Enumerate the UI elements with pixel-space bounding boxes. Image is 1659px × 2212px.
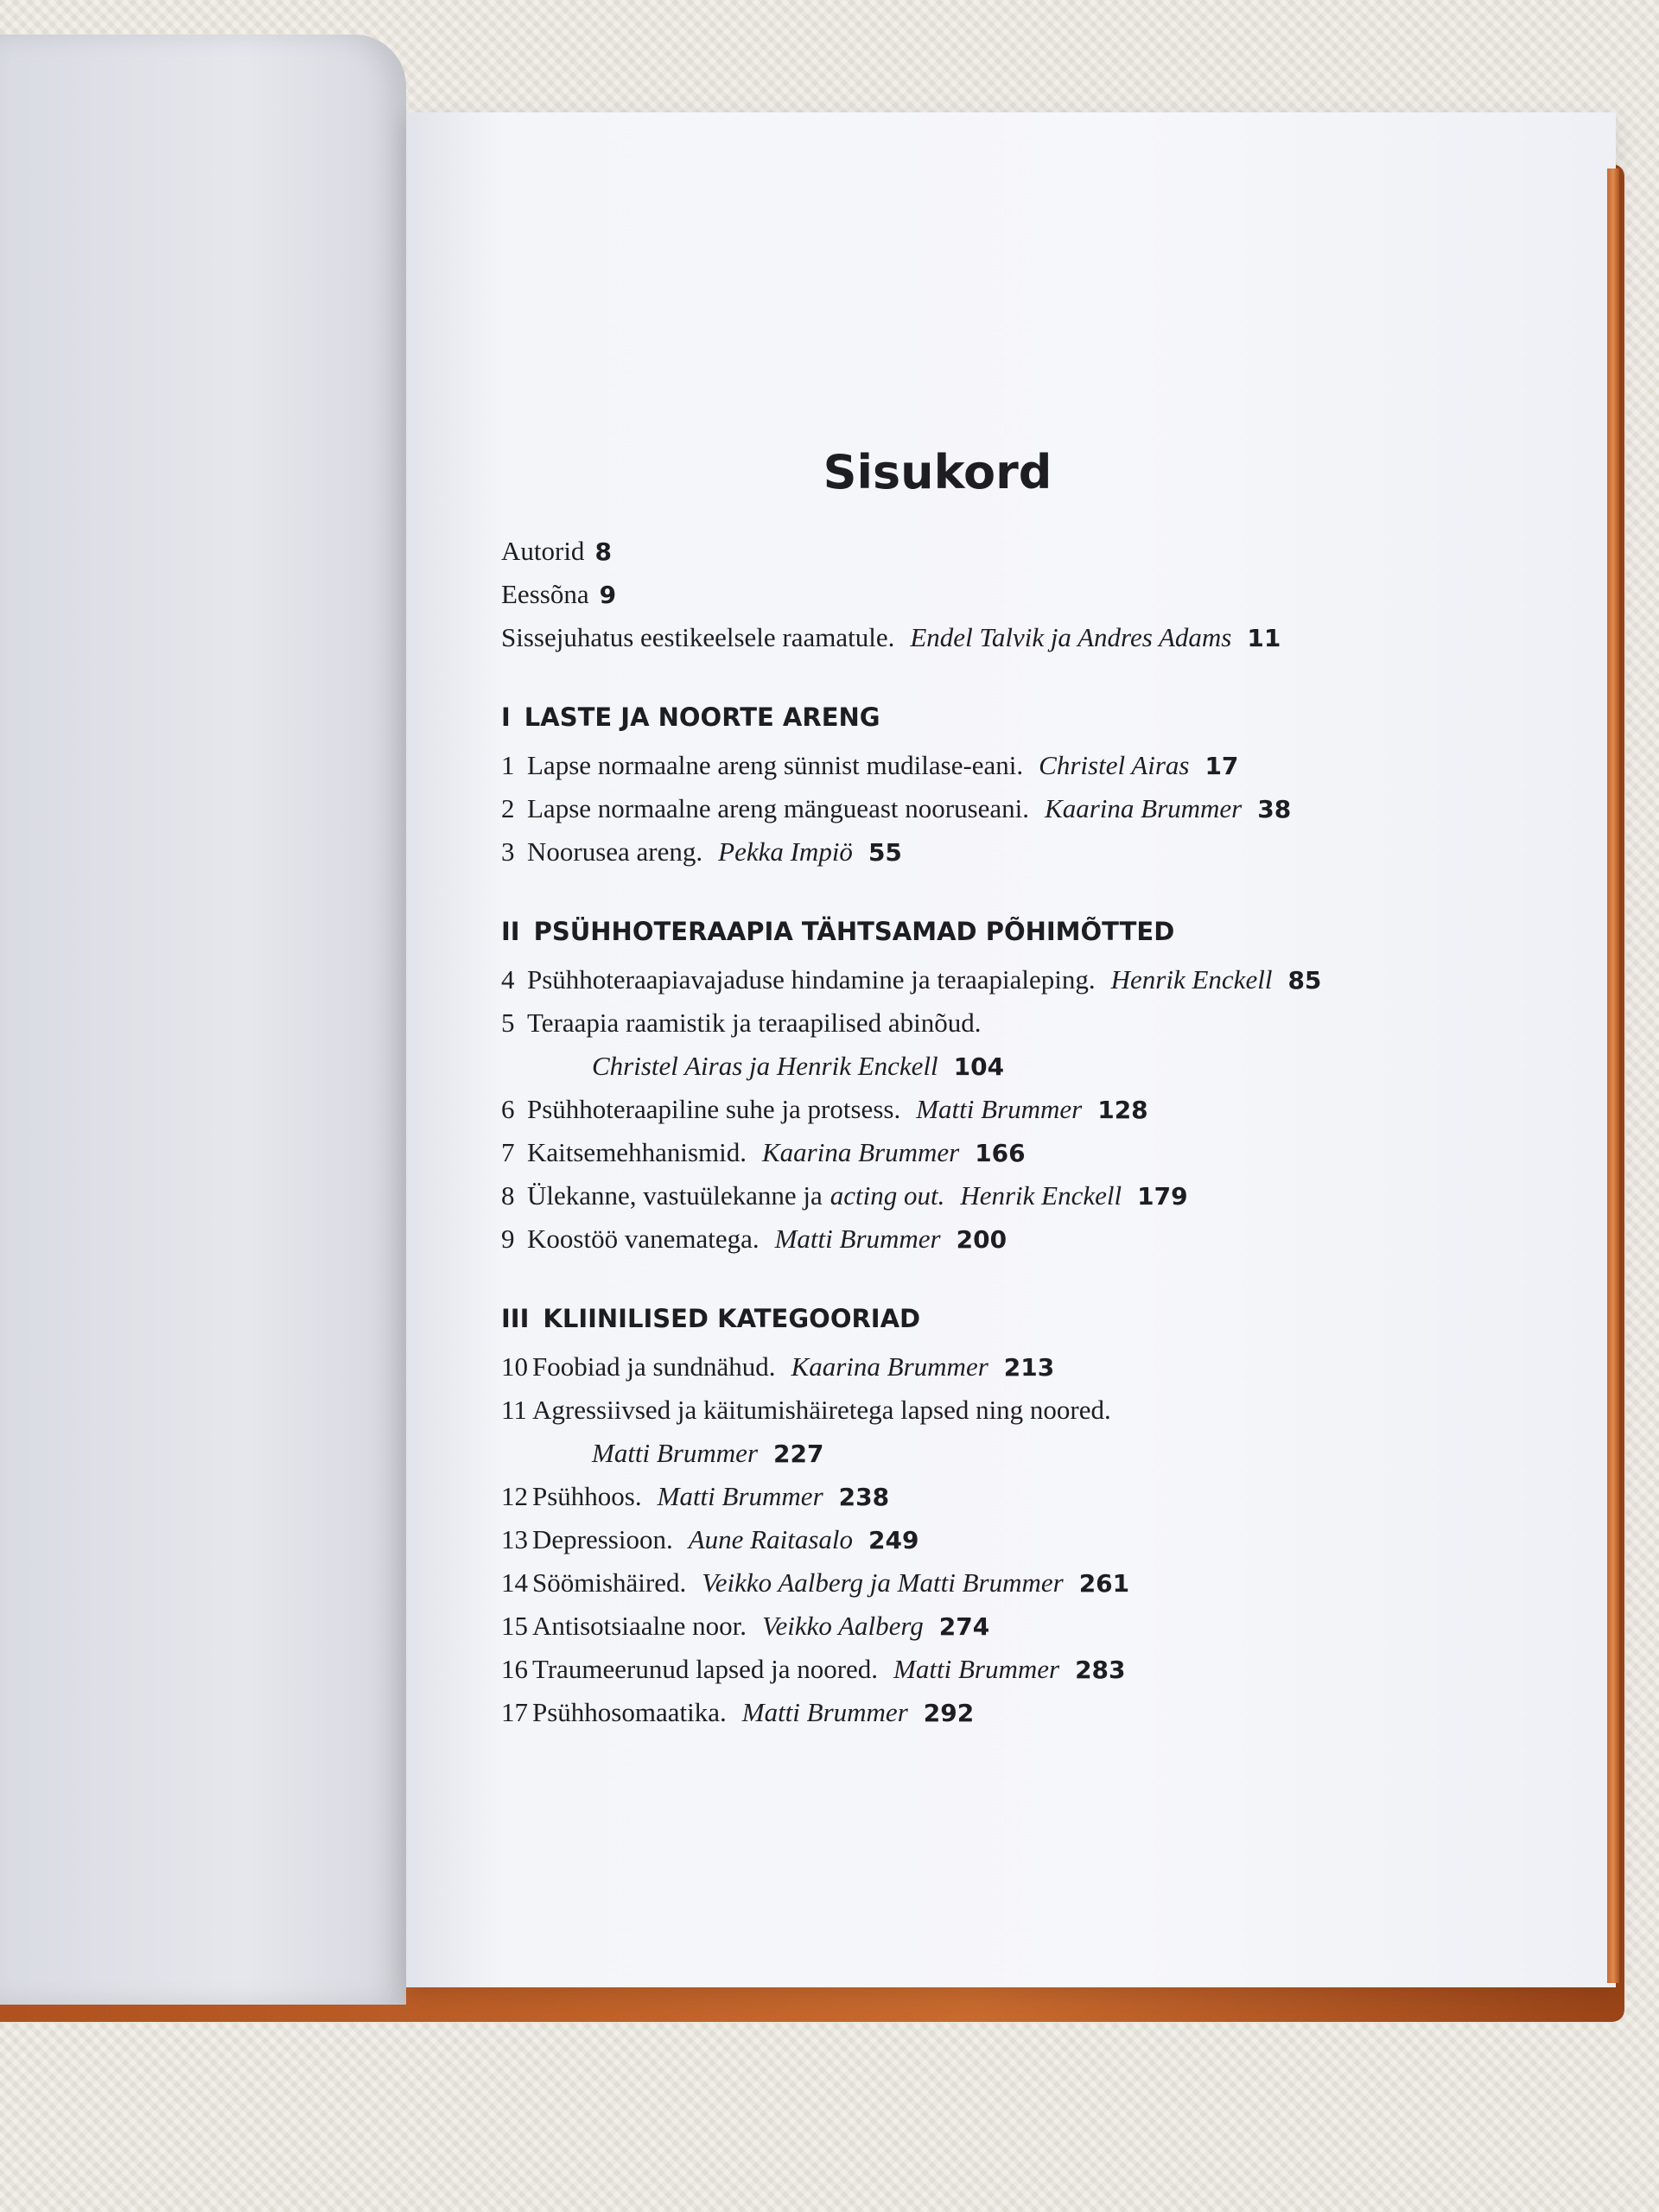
toc-entry [501, 1009, 1555, 1052]
toc-entry-autorid [501, 537, 1555, 581]
section-heading [501, 919, 1555, 966]
toc-entry [501, 1096, 1555, 1139]
page-title: Sisukord [823, 445, 1052, 499]
toc-entry [501, 1396, 1555, 1440]
entry-number: 6 [501, 1094, 515, 1124]
entry-author: Pekka Impiö [718, 836, 853, 867]
entry-text: Psühhoteraapiavajaduse hindamine ja teraapialeping. [527, 964, 1096, 995]
entry-author: Aune Raitasalo [688, 1524, 854, 1554]
entry-number: 16 [501, 1654, 528, 1684]
entry-page: 292 [923, 1699, 975, 1727]
entry-text: Traumeerunud lapsed ja noored. [532, 1654, 879, 1684]
entry-text: Autorid [501, 536, 585, 566]
entry-page: 8 [594, 537, 612, 566]
entry-author: Christel Airas [1039, 750, 1190, 780]
section-title: KLIINILISED KATEGOORIAD [543, 1304, 921, 1333]
section-numeral: II [501, 917, 520, 946]
toc-entry [501, 1569, 1555, 1612]
entry-text: Foobiad ja sundnähud. [532, 1351, 776, 1382]
toc-entry [501, 966, 1555, 1009]
entry-author: Matti Brummer [592, 1438, 759, 1468]
entry-text: Noorusea areng. [527, 836, 703, 867]
entry-number: 3 [501, 836, 515, 867]
entry-page: 227 [773, 1440, 824, 1468]
entry-page: 9 [599, 581, 617, 609]
entry-text: Psühhoteraapiline suhe ja protsess. [527, 1094, 901, 1124]
entry-number: 7 [501, 1137, 515, 1167]
entry-text: Psühhosomaatika. [532, 1697, 727, 1727]
entry-number: 14 [501, 1567, 528, 1598]
entry-page: 55 [868, 838, 902, 867]
entry-text: Psühhoos. [532, 1481, 642, 1511]
entry-number: 17 [501, 1697, 528, 1727]
toc-entry [501, 838, 1555, 881]
entry-author: Kaarina Brummer [1045, 793, 1243, 823]
entry-text: Söömishäired. [532, 1567, 687, 1598]
entry-number: 2 [501, 793, 515, 823]
entry-text: Lapse normaalne areng sünnist mudilase-eani. [527, 750, 1024, 780]
section-title: LASTE JA NOORTE ARENG [524, 702, 880, 732]
entry-page: 200 [956, 1225, 1007, 1254]
entry-text: Teraapia raamistik ja teraapilised abinõud. [527, 1007, 982, 1038]
entry-page: 238 [838, 1483, 890, 1511]
entry-number: 4 [501, 964, 515, 995]
entry-text: Ülekanne, vastuülekanne ja [527, 1180, 823, 1211]
entry-number: 5 [501, 1007, 515, 1038]
entry-author: Matti Brummer [741, 1697, 908, 1727]
section-heading [501, 702, 1555, 752]
entry-text: Lapse normaalne areng mängueast nooruseani. [527, 793, 1030, 823]
entry-number: 15 [501, 1611, 528, 1641]
entry-page: 283 [1075, 1656, 1126, 1684]
entry-text: Sissejuhatus eestikeelsele raamatule. [501, 622, 895, 652]
entry-text: Antisotsiaalne noor. [532, 1611, 747, 1641]
entry-text: Depressioon. [532, 1524, 673, 1554]
toc-entry [501, 795, 1555, 838]
section-title: PSÜHHOTERAAPIA TÄHTSAMAD PÕHIMÕTTED [533, 917, 1175, 946]
toc-entry [501, 1612, 1555, 1656]
entry-author: Kaarina Brummer [791, 1351, 988, 1382]
left-page [0, 35, 406, 2005]
entry-author: Veikko Aalberg [761, 1611, 924, 1641]
entry-author: Kaarina Brummer [761, 1137, 960, 1167]
section-numeral: III [501, 1304, 530, 1333]
entry-author: Matti Brummer [657, 1481, 823, 1511]
entry-page: 104 [953, 1052, 1005, 1081]
entry-page: 17 [1205, 752, 1239, 780]
entry-page: 85 [1287, 966, 1322, 995]
entry-page: 128 [1097, 1096, 1148, 1124]
toc-entry-eessona [501, 581, 1555, 624]
entry-text: Eessõna [501, 579, 589, 609]
section-numeral: I [501, 702, 511, 732]
toc-entry [501, 1699, 1555, 1742]
entry-number: 10 [501, 1351, 528, 1382]
entry-author: Endel Talvik ja Andres Adams [910, 622, 1232, 652]
toc-entry-sissejuhatus [501, 624, 1555, 667]
entry-page: 261 [1078, 1569, 1130, 1598]
entry-text: Koostöö vanematega. [527, 1224, 760, 1254]
entry-number: 1 [501, 750, 515, 780]
entry-author: Matti Brummer [893, 1654, 1060, 1684]
section-heading [501, 1306, 1555, 1353]
entry-number: 11 [501, 1395, 527, 1425]
toc-entry-continuation [501, 1440, 1555, 1483]
entry-number: 9 [501, 1224, 515, 1254]
entry-page: 38 [1257, 795, 1292, 823]
entry-number: 8 [501, 1180, 515, 1211]
entry-text: Agressiivsed ja käitumishäiretega lapsed ning noored. [532, 1395, 1111, 1425]
toc-entry [501, 1353, 1555, 1396]
entry-number: 12 [501, 1481, 528, 1511]
toc-entry [501, 1483, 1555, 1526]
toc-entry [501, 1225, 1555, 1268]
table-of-contents [501, 445, 1555, 1742]
entry-page: 179 [1137, 1182, 1188, 1211]
page-edge [1607, 168, 1619, 1983]
entry-text-italic: acting out. [830, 1180, 945, 1211]
entry-page: 11 [1247, 624, 1281, 652]
entry-author: Veikko Aalberg ja Matti Brummer [702, 1567, 1064, 1598]
entry-text: Kaitsemehhanismid. [527, 1137, 747, 1167]
entry-number: 13 [501, 1524, 528, 1554]
entry-page: 213 [1003, 1353, 1055, 1382]
toc-entry [501, 1656, 1555, 1699]
entry-author: Christel Airas ja Henrik Enckell [592, 1051, 938, 1081]
entry-author: Matti Brummer [916, 1094, 1083, 1124]
entry-page: 274 [938, 1612, 990, 1641]
toc-entry-continuation [501, 1052, 1555, 1096]
toc-entry [501, 1182, 1555, 1225]
entry-author: Henrik Enckell [960, 1180, 1122, 1211]
entry-author: Henrik Enckell [1110, 964, 1273, 995]
toc-entry [501, 1526, 1555, 1569]
toc-entry [501, 1139, 1555, 1182]
entry-author: Matti Brummer [774, 1224, 941, 1254]
toc-entry [501, 752, 1555, 795]
entry-page: 249 [868, 1526, 919, 1554]
entry-page: 166 [975, 1139, 1026, 1167]
